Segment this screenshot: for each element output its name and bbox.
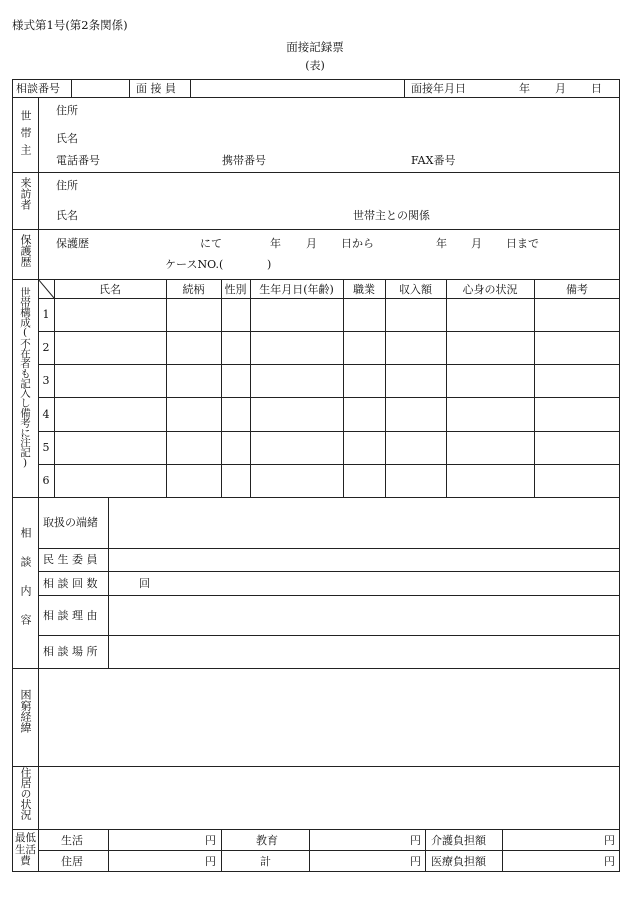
row-number: 5 [42, 441, 50, 454]
form-id: 様式第1号(第2条関係) [12, 18, 128, 32]
col-condition: 心身の状況 [462, 283, 518, 296]
yen-unit: 円 [205, 834, 216, 847]
col-name: 氏名 [99, 283, 121, 296]
handling-label: 取扱の端緒 [43, 516, 98, 529]
rent-label: 住居 [61, 855, 83, 868]
visitor-relation-label: 世帯主との関係 [353, 209, 430, 222]
total-label: 計 [260, 855, 271, 868]
household-label: 世帯構成(不在者も記入し備考に注記) [19, 287, 31, 469]
visitor-label: 来訪者 [19, 177, 32, 210]
interview-date-label: 面接年月日 [411, 82, 466, 95]
col-job: 職業 [353, 283, 375, 296]
householder-label: 世帯主 [19, 110, 32, 161]
protection-label: 保護歴 [19, 234, 32, 267]
housing-label: 住居の状況 [19, 767, 32, 820]
interviewer-label: 面 接 員 [136, 82, 176, 95]
protection-month2: 月 [471, 237, 482, 250]
reason-label: 相 談 理 由 [43, 609, 98, 622]
form-title: 面接記録票 [286, 40, 344, 54]
form-frame [12, 79, 620, 872]
protection-until: 日まで [506, 237, 539, 250]
col-remarks: 備考 [566, 283, 588, 296]
protection-month1: 月 [306, 237, 317, 250]
yen-unit: 円 [410, 834, 421, 847]
yen-unit: 円 [205, 855, 216, 868]
col-relation: 続柄 [182, 283, 205, 296]
protection-from: 日から [341, 237, 374, 250]
row-number: 3 [42, 374, 50, 387]
row-number: 6 [42, 474, 50, 487]
yen-unit: 円 [604, 855, 615, 868]
education-label: 教育 [256, 834, 278, 847]
householder-address-label: 住所 [56, 104, 78, 117]
count-unit: 回 [139, 577, 150, 590]
col-income: 収入額 [399, 283, 432, 296]
medical-label: 医療負担額 [431, 855, 486, 868]
row-number: 1 [42, 308, 50, 321]
consult-label: 相談内容 [19, 527, 32, 643]
protection-at: にて [200, 237, 222, 250]
row-number: 4 [42, 408, 50, 421]
diagonal-cell [38, 279, 55, 299]
householder-mobile-label: 携帯番号 [222, 154, 266, 167]
householder-name-label: 氏名 [56, 132, 78, 145]
protection-history-label: 保護歴 [56, 237, 89, 250]
householder-phone-label: 電話番号 [56, 154, 100, 167]
yen-unit: 円 [410, 855, 421, 868]
case-no-close: ) [267, 258, 272, 271]
date-year: 年 [519, 82, 530, 95]
visitor-name-label: 氏名 [56, 209, 78, 222]
col-birth: 生年月日(年齢) [259, 283, 334, 296]
householder-fax-label: FAX番号 [411, 154, 456, 167]
yen-unit: 円 [604, 834, 615, 847]
case-no-label: ケースNO.( [165, 258, 224, 271]
date-month: 月 [555, 82, 566, 95]
protection-year2: 年 [436, 237, 447, 250]
consult-no-label: 相談番号 [16, 82, 60, 95]
welfare-label: 民 生 委 員 [43, 553, 98, 566]
date-day: 日 [591, 82, 602, 95]
poverty-label: 困窮経緯 [19, 689, 32, 733]
place-label: 相 談 場 所 [43, 645, 98, 658]
care-label: 介護負担額 [431, 834, 486, 847]
col-sex: 性別 [224, 283, 247, 296]
form-subtitle: (表) [305, 59, 325, 72]
row-number: 2 [42, 341, 50, 354]
protection-year1: 年 [270, 237, 281, 250]
living-label: 生活 [61, 834, 83, 847]
count-label: 相 談 回 数 [43, 577, 98, 590]
visitor-address-label: 住所 [56, 179, 78, 192]
min-living-label: 最低生活費 [15, 832, 36, 867]
